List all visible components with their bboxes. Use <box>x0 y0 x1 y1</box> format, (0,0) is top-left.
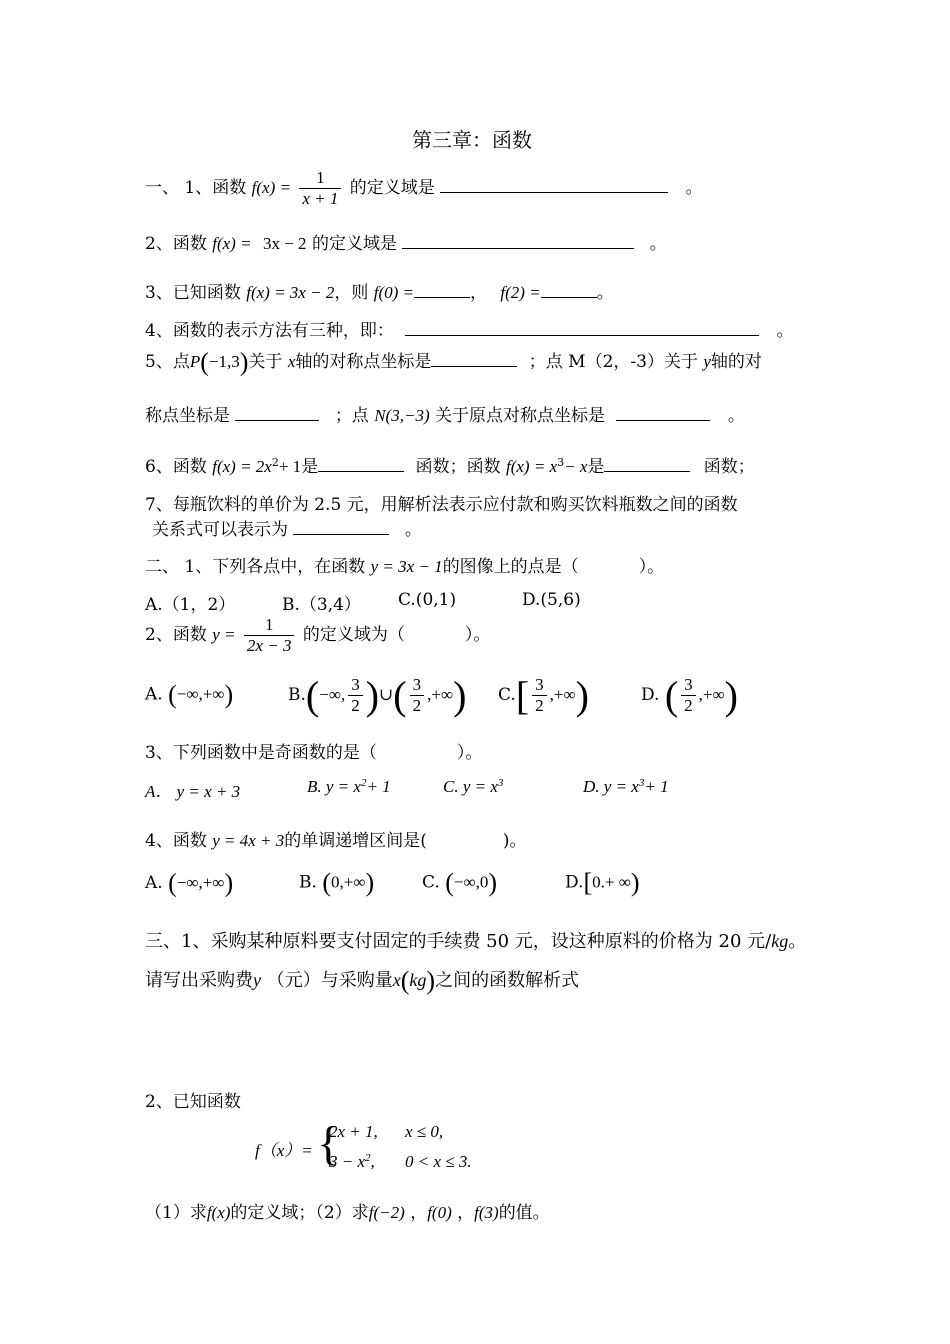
page-title: 第三章：函数 <box>412 128 532 152</box>
option-b[interactable]: B. $y = x^2+ 1$ <box>307 777 391 796</box>
option-d[interactable]: D.(5,6) <box>522 590 581 610</box>
question-1-7: 7、每瓶饮料的单价为 2.5 元，用解析法表示应付款和购买饮料瓶数之间的函数 <box>145 495 738 515</box>
option-c[interactable]: C. $y = x^3$ <box>443 777 504 796</box>
question-3-1-cont: 请写出采购费y （元）与采购量x(kg)之间的函数解析式 <box>145 966 580 995</box>
option-b[interactable]: B.（3,4） <box>282 595 361 615</box>
answer-blank[interactable] <box>235 404 319 421</box>
option-a[interactable]: A． y = x + 3 <box>145 782 241 801</box>
option-d[interactable]: D. $y = x^3+ 1$ <box>583 777 669 796</box>
answer-blank[interactable] <box>431 350 517 367</box>
question-1-3: 3、已知函数 f(x) = 3x − 2，则 f(0) = ， f(2) = 。 <box>145 283 614 303</box>
option-d[interactable]: D.[0.+ ∞) <box>565 868 640 897</box>
option-c[interactable]: C. (−∞,0) <box>422 868 498 897</box>
question-1-1: 一、 1、函数 f(x) = $\frac{1}{x + 1}$ 的定义域是 。 <box>145 168 703 208</box>
question-2-3: 3、下列函数中是奇函数的是（ ）。 <box>145 743 483 763</box>
question-3-1: 三、1、采购某种原料要支付固定的手续费 50 元，设这种原料的价格为 20 元/kg。 <box>145 931 807 952</box>
answer-blank[interactable] <box>402 232 634 249</box>
question-2-2: 2、函数 y = $\frac{1}{2x - 3}$ 的定义域为（ ）。 <box>145 615 491 655</box>
q2-4-options <box>145 868 845 898</box>
question-2-1: 二、 1、下列各点中，在函数 y = 3x − 1的图像上的点是（ ）。 <box>145 557 665 577</box>
question-1-5: 5、点P(−1,3)关于 x轴的对称点坐标是 ；点 M（2，-3）关于 y轴的对 <box>145 347 762 377</box>
question-1-7-cont: 关系式可以表示为 。 <box>152 520 422 540</box>
option-b[interactable]: B. (0,+∞) <box>299 868 375 897</box>
piecewise-function: f（x）= { 2x + 1, x ≤ 0, $3 - x^2$, 0 < x ≤ 3. <box>255 1117 472 1171</box>
answer-blank[interactable] <box>318 455 404 472</box>
question-3-2: 2、已知函数 <box>145 1092 241 1112</box>
option-a[interactable]: A. (−∞,+∞) <box>145 680 234 709</box>
option-a[interactable]: A.（1，2） <box>145 595 236 615</box>
answer-blank[interactable] <box>440 176 668 193</box>
question-1-2: 2、函数 f(x) = 3x − 2 的定义域是 。 <box>145 234 667 254</box>
answer-blank[interactable] <box>616 404 710 421</box>
answer-blank[interactable] <box>293 518 389 535</box>
answer-blank[interactable] <box>604 455 690 472</box>
question-1-4: 4、函数的表示方法有三种，即： 。 <box>145 321 794 341</box>
answer-blank[interactable] <box>541 281 597 298</box>
option-b[interactable]: B.(−∞, $\frac{3}{2}$ )∪( $\frac{3}{2}$ ,+∞) <box>288 673 467 718</box>
answer-blank[interactable] <box>414 281 470 298</box>
question-1-6: 6、函数 $f(x) = 2x^2+ 1$是 函数；函数 $f(x) = x^3- x$是 函数； <box>145 456 755 477</box>
option-c[interactable]: C.(0,1) <box>398 590 457 610</box>
option-d[interactable]: D. ( $\frac{3}{2}$ ,+∞) <box>641 673 738 718</box>
answer-blank[interactable] <box>405 319 759 336</box>
q2-1-options <box>145 590 581 615</box>
fraction: $\frac{1}{x + 1}$ <box>299 168 341 209</box>
option-c[interactable]: C.[ $\frac{3}{2}$ ,+∞) <box>498 673 589 718</box>
question-3-2-parts: （1）求f(x)的定义域；（2）求f(−2) ，f(0) ，f(3)的值。 <box>145 1203 550 1223</box>
question-1-5-cont: 称点坐标是 ；点 N(3,−3) 关于原点对称点坐标是 。 <box>145 406 745 426</box>
q2-3-options <box>145 777 845 802</box>
question-2-4: 4、函数 y = 4x + 3的单调递增区间是( )。 <box>145 831 527 851</box>
option-a[interactable]: A. (−∞,+∞) <box>145 868 234 897</box>
q2-2-options <box>145 672 845 728</box>
